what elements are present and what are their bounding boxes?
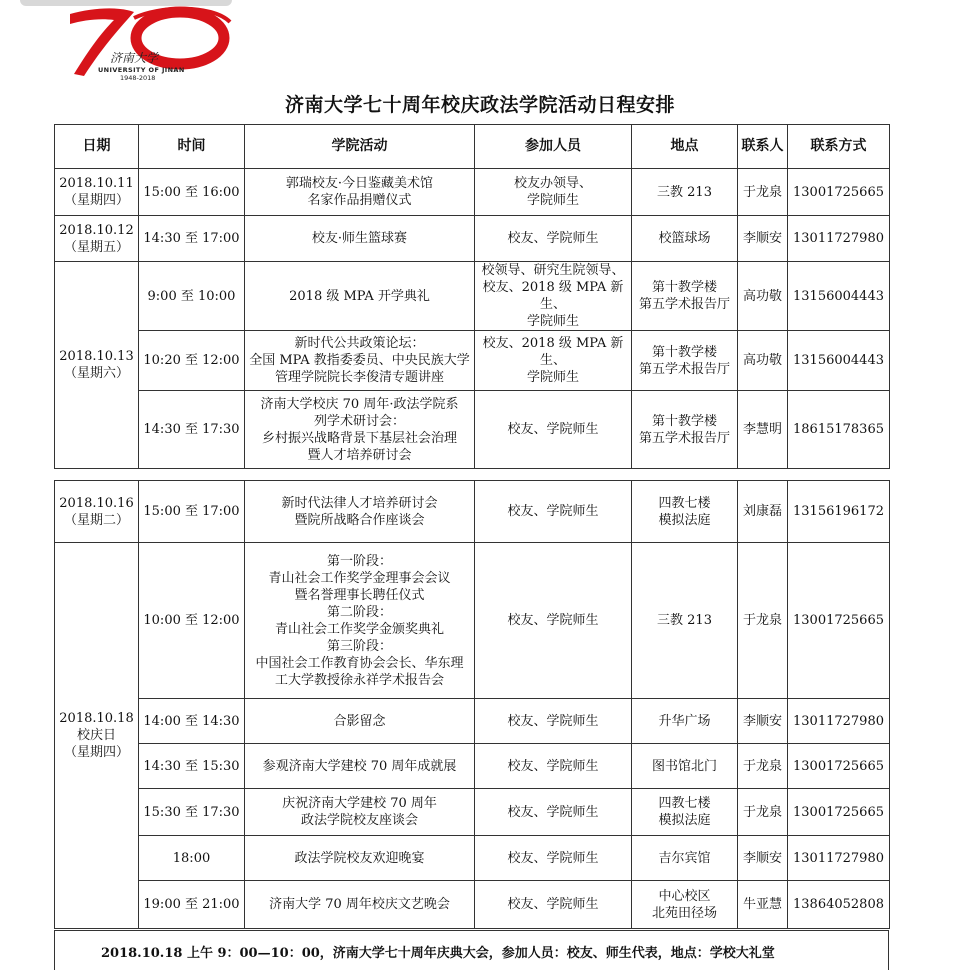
location-cell: 图书馆北门 xyxy=(632,744,738,789)
header-participants: 参加人员 xyxy=(475,125,632,169)
location-cell: 第十教学楼 第五学术报告厅 xyxy=(632,391,738,469)
time-cell: 10:20 至 12:00 xyxy=(139,331,245,391)
time-cell: 15:00 至 16:00 xyxy=(139,169,245,216)
activity-cell: 校友·师生篮球赛 xyxy=(245,216,475,262)
participants-cell: 校领导、研究生院领导、 校友、2018 级 MPA 新生、 学院师生 xyxy=(475,262,632,331)
activity-cell: 郭瑞校友·今日鉴藏美术馆 名家作品捐赠仪式 xyxy=(245,169,475,216)
time-cell: 15:00 至 17:00 xyxy=(139,481,245,543)
location-cell: 三教 213 xyxy=(632,169,738,216)
header-location: 地点 xyxy=(632,125,738,169)
table-row xyxy=(55,331,890,391)
participants-cell: 校友、学院师生 xyxy=(475,881,632,929)
page-title: 济南大学七十周年校庆政法学院活动日程安排 xyxy=(284,94,675,116)
time-cell: 15:30 至 17:30 xyxy=(139,789,245,836)
table-row xyxy=(55,543,890,699)
time-cell: 14:30 至 15:30 xyxy=(139,744,245,789)
logo-chinese-name: 济南大学 xyxy=(110,51,159,65)
location-cell: 四教七楼 模拟法庭 xyxy=(632,789,738,836)
contact-cell: 李顺安 xyxy=(738,699,788,744)
phone-cell: 13156004443 xyxy=(788,331,890,391)
location-cell: 第十教学楼 第五学术报告厅 xyxy=(632,331,738,391)
table-header-row xyxy=(55,125,890,169)
contact-cell: 于龙泉 xyxy=(738,543,788,699)
schedule-table-2 xyxy=(54,480,890,929)
time-cell: 14:00 至 14:30 xyxy=(139,699,245,744)
table-row xyxy=(55,744,890,789)
phone-cell: 13864052808 xyxy=(788,881,890,929)
contact-cell: 于龙泉 xyxy=(738,169,788,216)
location-cell: 四教七楼 模拟法庭 xyxy=(632,481,738,543)
table-row xyxy=(55,789,890,836)
logo-english-name: UNIVERSITY OF JINAN xyxy=(98,66,185,74)
table-row xyxy=(55,169,890,216)
header-phone: 联系方式 xyxy=(788,125,890,169)
time-cell: 14:30 至 17:30 xyxy=(139,391,245,469)
phone-cell: 13011727980 xyxy=(788,699,890,744)
table-row xyxy=(55,699,890,744)
table-row xyxy=(55,391,890,469)
logo-years: 1948-2018 xyxy=(120,74,156,82)
date-cell: 2018.10.16 （星期二） xyxy=(55,481,139,543)
phone-cell: 13001725665 xyxy=(788,744,890,789)
phone-cell: 13001725665 xyxy=(788,789,890,836)
phone-cell: 13001725665 xyxy=(788,543,890,699)
location-cell: 吉尔宾馆 xyxy=(632,836,738,881)
participants-cell: 校友、学院师生 xyxy=(475,543,632,699)
contact-cell: 高功敬 xyxy=(738,262,788,331)
time-cell: 10:00 至 12:00 xyxy=(139,543,245,699)
contact-cell: 李顺安 xyxy=(738,216,788,262)
contact-cell: 李慧明 xyxy=(738,391,788,469)
header-contact: 联系人 xyxy=(738,125,788,169)
contact-cell: 牛亚慧 xyxy=(738,881,788,929)
participants-cell: 校友、2018 级 MPA 新生、 学院师生 xyxy=(475,331,632,391)
participants-cell: 校友、学院师生 xyxy=(475,836,632,881)
participants-cell: 校友办领导、 学院师生 xyxy=(475,169,632,216)
header-activity: 学院活动 xyxy=(245,125,475,169)
phone-cell: 18615178365 xyxy=(788,391,890,469)
location-cell: 升华广场 xyxy=(632,699,738,744)
table-row xyxy=(55,481,890,543)
schedule-table-1 xyxy=(54,124,890,469)
phone-cell: 13011727980 xyxy=(788,216,890,262)
table-row xyxy=(55,216,890,262)
participants-cell: 校友、学院师生 xyxy=(475,391,632,469)
table-row xyxy=(55,262,890,331)
date-cell: 2018.10.11 （星期四） xyxy=(55,169,139,216)
header-time: 时间 xyxy=(139,125,245,169)
activity-cell: 第一阶段： 青山社会工作奖学金理事会会议 暨名誉理事长聘任仪式 第二阶段： 青山社会工作奖学金颁奖典礼 第三阶段： 中国社会工作教育协会会长、华东理 工大学教授徐永祥学术报告会 xyxy=(245,543,475,699)
time-cell: 9:00 至 10:00 xyxy=(139,262,245,331)
activity-cell: 参观济南大学建校 70 周年成就展 xyxy=(245,744,475,789)
participants-cell: 校友、学院师生 xyxy=(475,481,632,543)
activity-cell: 济南大学校庆 70 周年·政法学院系 列学术研讨会： 乡村振兴战略背景下基层社会治理 暨人才培养研讨会 xyxy=(245,391,475,469)
phone-cell: 13011727980 xyxy=(788,836,890,881)
contact-cell: 于龙泉 xyxy=(738,789,788,836)
participants-cell: 校友、学院师生 xyxy=(475,744,632,789)
activity-cell: 合影留念 xyxy=(245,699,475,744)
time-cell: 14:30 至 17:00 xyxy=(139,216,245,262)
activity-cell: 政法学院校友欢迎晚宴 xyxy=(245,836,475,881)
date-cell: 2018.10.18 校庆日 （星期四） xyxy=(55,543,139,929)
time-cell: 18:00 xyxy=(139,836,245,881)
table-row xyxy=(55,836,890,881)
participants-cell: 校友、学院师生 xyxy=(475,699,632,744)
location-cell: 中心校区 北苑田径场 xyxy=(632,881,738,929)
footer-note-box xyxy=(54,930,889,970)
contact-cell: 高功敬 xyxy=(738,331,788,391)
activity-cell: 2018 级 MPA 开学典礼 xyxy=(245,262,475,331)
date-cell: 2018.10.12 （星期五） xyxy=(55,216,139,262)
contact-cell: 于龙泉 xyxy=(738,744,788,789)
activity-cell: 济南大学 70 周年校庆文艺晚会 xyxy=(245,881,475,929)
activity-cell: 庆祝济南大学建校 70 周年 政法学院校友座谈会 xyxy=(245,789,475,836)
participants-cell: 校友、学院师生 xyxy=(475,216,632,262)
participants-cell: 校友、学院师生 xyxy=(475,789,632,836)
table-row xyxy=(55,881,890,929)
date-cell: 2018.10.13 （星期六） xyxy=(55,262,139,469)
location-cell: 校篮球场 xyxy=(632,216,738,262)
location-cell: 三教 213 xyxy=(632,543,738,699)
location-cell: 第十教学楼 第五学术报告厅 xyxy=(632,262,738,331)
header-date: 日期 xyxy=(55,125,139,169)
phone-cell: 13001725665 xyxy=(788,169,890,216)
time-cell: 19:00 至 21:00 xyxy=(139,881,245,929)
footer-note: 2018.10.18 上午 9：00—10：00，济南大学七十周年庆典大会，参加人员：校友、师生代表，地点：学校大礼堂 xyxy=(101,946,775,961)
activity-cell: 新时代公共政策论坛： 全国 MPA 教指委委员、中央民族大学 管理学院院长李俊清专题讲座 xyxy=(245,331,475,391)
phone-cell: 13156004443 xyxy=(788,262,890,331)
contact-cell: 李顺安 xyxy=(738,836,788,881)
contact-cell: 刘康磊 xyxy=(738,481,788,543)
university-logo xyxy=(62,4,234,84)
phone-cell: 13156196172 xyxy=(788,481,890,543)
activity-cell: 新时代法律人才培养研讨会 暨院所战略合作座谈会 xyxy=(245,481,475,543)
